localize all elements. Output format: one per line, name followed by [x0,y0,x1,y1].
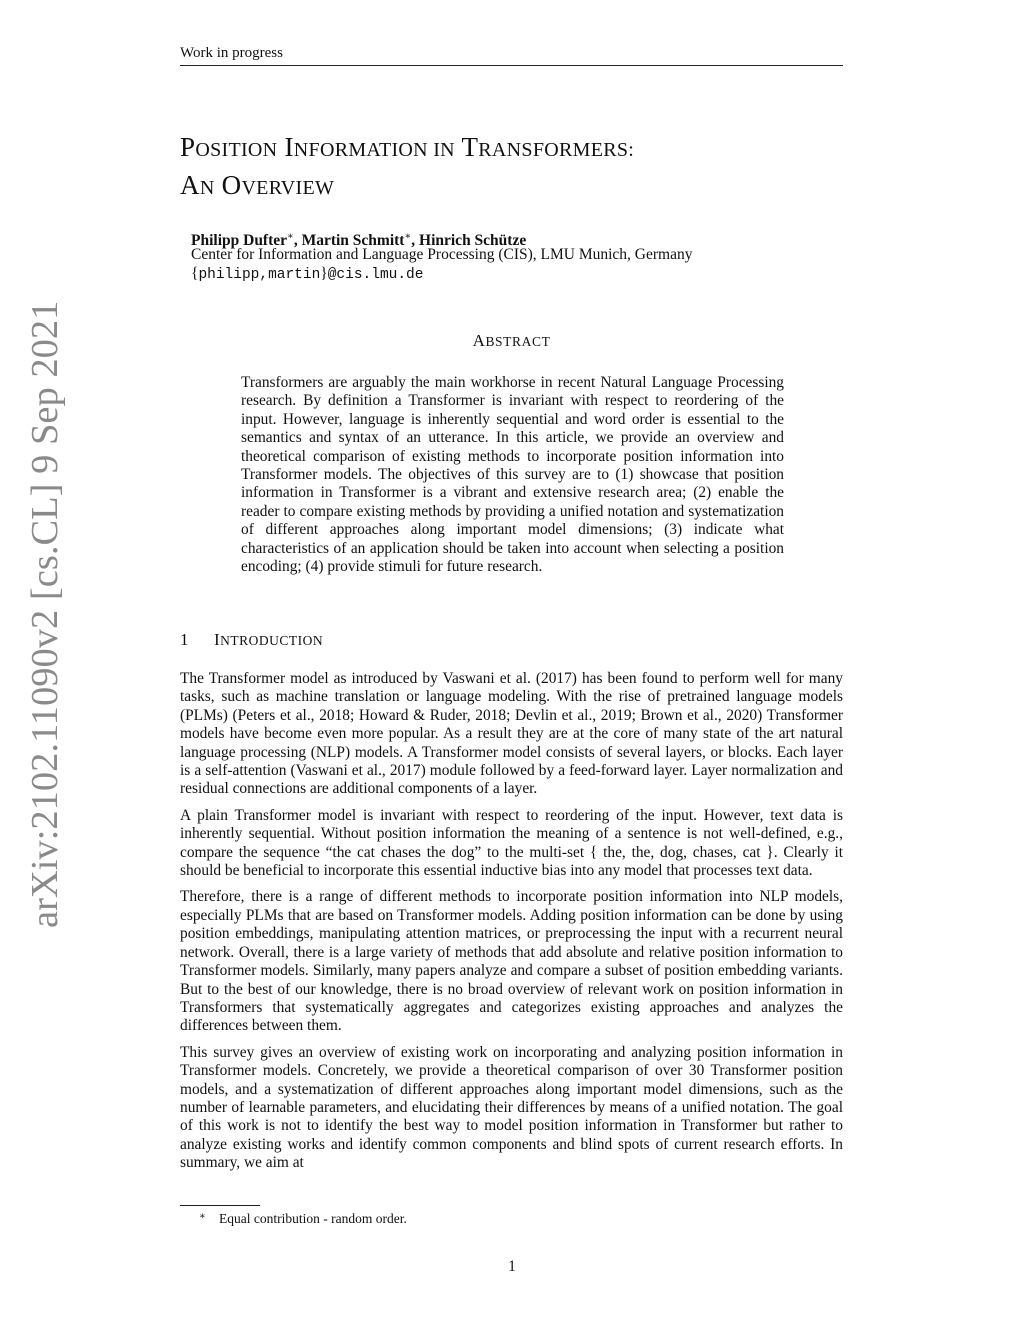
paragraph: A plain Transformer model is invariant with respect to reordering of the input. However, text data is inherently sequential. Without position information the meaning of a sentence is not well-defined, e.g., compare the sequence “the cat chases the dog” to the multi-set { the, the, dog, chases, cat }. Clearly it should be beneficial to incorporate this essential inductive bias into any model that processes text data. [180,806,843,880]
title-word: TRANSFORMERS: [461,132,635,162]
arxiv-identifier: arXiv:2102.11090v2 [cs.CL] 9 Sep 2021 [24,300,66,928]
introduction-body [180,670,843,1181]
section-number: 1 [180,630,189,649]
paragraph: The Transformer model as introduced by Vaswani et al. (2017) has been found to perform well for many tasks, such as machine translation or language modeling. With the rise of pretrained language models (PLMs) (Peters et al., 2018; Howard & Ruder, 2018; Devlin et al., 2019; Brown et al., 2020) Transformer models have become even more popular. As a result they are at the core of many state of the art natural language processing (NLP) models. A Transformer model consists of several layers, or blocks. Each layer is a self-attention (Vaswani et al., 2017) module followed by a feed-forward layer. Layer normalization and residual connections are additional components of a layer. [180,670,843,798]
footnote-rule [180,1205,260,1206]
footnote-text: Equal contribution - random order. [219,1211,407,1226]
abstract-text: Transformers are arguably the main workhorse in recent Natural Language Processing research. By definition a Transformer is invariant with respect to reordering of the input. However, language is inherently sequential and word order is essential to the semantics and syntax of an utterance. In this article, we provide an overview and theoretical comparison of existing methods to incorporate position information into Transformer models. The objectives of this survey are to (1) showcase that position information in Transformer is a vibrant and extensive research area; (2) enable the reader to compare existing methods by providing a unified notation and systematization of different approaches along important model dimensions; (3) indicate what characteristics of an application should be taken into account when selecting a position encoding; (4) provide stimuli for future research. [241,374,784,576]
equal-contribution-mark: ∗ [404,231,412,242]
author-list: Philipp Dufter∗, Martin Schmitt∗, Hinrich Schütze [191,231,527,250]
page-number: 1 [508,1258,516,1275]
paper-title [180,130,840,206]
title-word: POSITION [180,132,278,162]
paragraph: Therefore, there is a range of different methods to incorporate position information into NLP models, especially PLMs that are based on Transformer models. Adding position information can be done by using position embeddings, manipulating attention matrices, or preprocessing the input with a recurrent neural network. Overall, there is a large variety of methods that add absolute and relative position information to Transformer models. Similarly, many papers analyze and compare a subset of position embedding variants. But to the best of our knowledge, there is no broad overview of relevant work on position information in Transformers that systematically aggregates and categorizes existing approaches and analyzes the differences between them. [180,888,843,1035]
footnote-mark: ∗ [199,1211,206,1222]
footnote [199,1208,407,1227]
abstract-heading: ABSTRACT [472,331,551,350]
title-word: INFORMATION IN [284,132,455,162]
section-heading-introduction: 1 INTRODUCTION [180,630,324,649]
title-line-1 [180,130,840,168]
author-name: Martin Schmitt [301,232,405,250]
title-line-2 [180,168,840,206]
equal-contribution-mark: ∗ [287,231,294,242]
paragraph: This survey gives an overview of existing work on incorporating and analyzing position information in Transformer models. Concretely, we provide a theoretical comparison of over 30 Transformer position models, and a systematization of different approaches along important model dimensions, such as the number of learnable parameters, and elucidating their differences by means of a unified notation. The goal of this work is not to identify the best way to model position information in Transformer but rather to analyze existing works and identify common components and blind spots of current research efforts. In summary, we aim at [180,1043,843,1172]
title-word: AN [180,170,215,200]
title-word: OVERVIEW [221,170,335,200]
author-email: {philipp,martin}@cis.lmu.de [191,265,424,283]
author-name: Hinrich Schütze [419,232,527,250]
running-head: Work in progress [180,44,843,66]
affiliation: Center for Information and Language Processing (CIS), LMU Munich, Germany [191,246,693,263]
author-name: Philipp Dufter [191,232,288,250]
